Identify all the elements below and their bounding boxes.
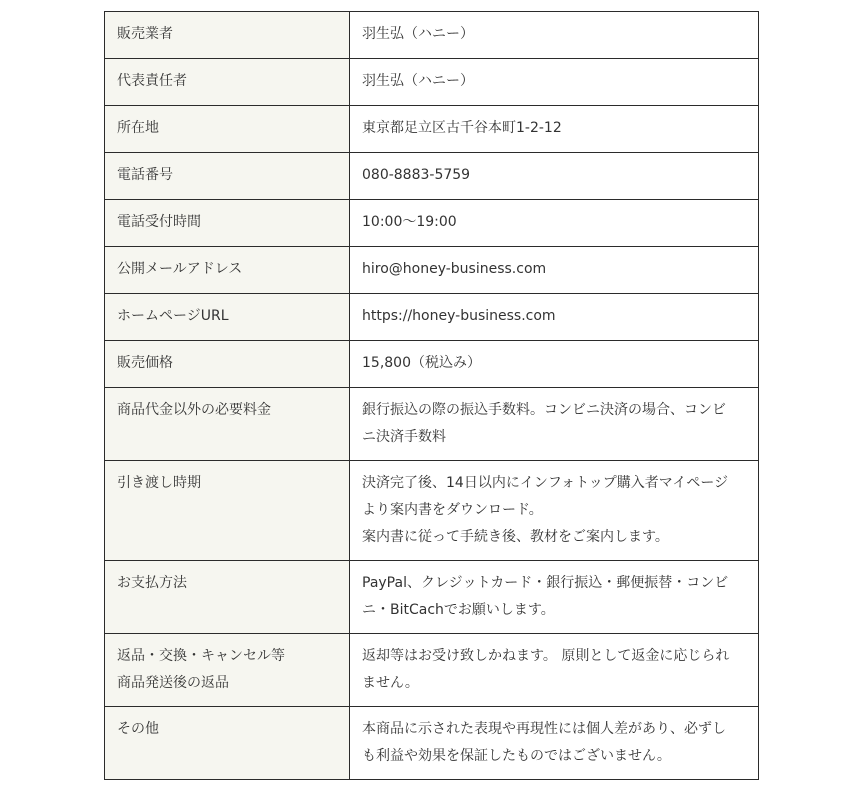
row-label-email: 公開メールアドレス [105,247,350,294]
row-value-phone: 080-8883-5759 [350,153,759,200]
table-row-price [105,341,759,388]
row-label-address: 所在地 [105,106,350,153]
row-label-payment-method: お支払方法 [105,561,350,634]
row-value-email[interactable]: hiro@honey-business.com [350,247,759,294]
row-label-other: その他 [105,707,350,780]
table-row-additional-fees [105,388,759,461]
table-row-returns [105,634,759,707]
row-label-phone: 電話番号 [105,153,350,200]
table-row-phone-hours [105,200,759,247]
row-value-other: 本商品に示された表現や再現性には個人差があり、必ずし も利益や効果を保証したものではございません。 [350,707,759,780]
row-value-address: 東京都足立区古千谷本町1-2-12 [350,106,759,153]
table-row-payment-method [105,561,759,634]
row-label-seller: 販売業者 [105,12,350,59]
row-value-returns: 返却等はお受け致しかねます。 原則として返金に応じられ ません。 [350,634,759,707]
row-value-homepage[interactable]: https://honey-business.com [350,294,759,341]
table-row-other [105,707,759,780]
table-row-representative [105,59,759,106]
row-value-payment-method: PayPal、クレジットカード・銀行振込・郵便振替・コンビ ニ・BitCachでお願いします。 [350,561,759,634]
table-row-homepage [105,294,759,341]
row-value-representative: 羽生弘（ハニー） [350,59,759,106]
row-label-returns: 返品・交換・キャンセル等 商品発送後の返品 [105,634,350,707]
table-row-address [105,106,759,153]
table-row-seller [105,12,759,59]
row-value-seller: 羽生弘（ハニー） [350,12,759,59]
row-label-additional-fees: 商品代金以外の必要料金 [105,388,350,461]
row-value-phone-hours: 10:00〜19:00 [350,200,759,247]
seller-info-table-body [105,12,759,780]
table-row-phone [105,153,759,200]
row-value-additional-fees: 銀行振込の際の振込手数料。コンビニ決済の場合、コンビ ニ決済手数料 [350,388,759,461]
row-label-price: 販売価格 [105,341,350,388]
seller-info-table [104,11,759,780]
row-value-price: 15,800（税込み） [350,341,759,388]
row-label-representative: 代表責任者 [105,59,350,106]
table-row-delivery-time [105,461,759,561]
table-row-email [105,247,759,294]
row-label-homepage: ホームページURL [105,294,350,341]
row-value-delivery-time: 決済完了後、14日以内にインフォトップ購入者マイページ より案内書をダウンロード。 案内書に従って手続き後、教材をご案内します。 [350,461,759,561]
row-label-delivery-time: 引き渡し時期 [105,461,350,561]
row-label-phone-hours: 電話受付時間 [105,200,350,247]
